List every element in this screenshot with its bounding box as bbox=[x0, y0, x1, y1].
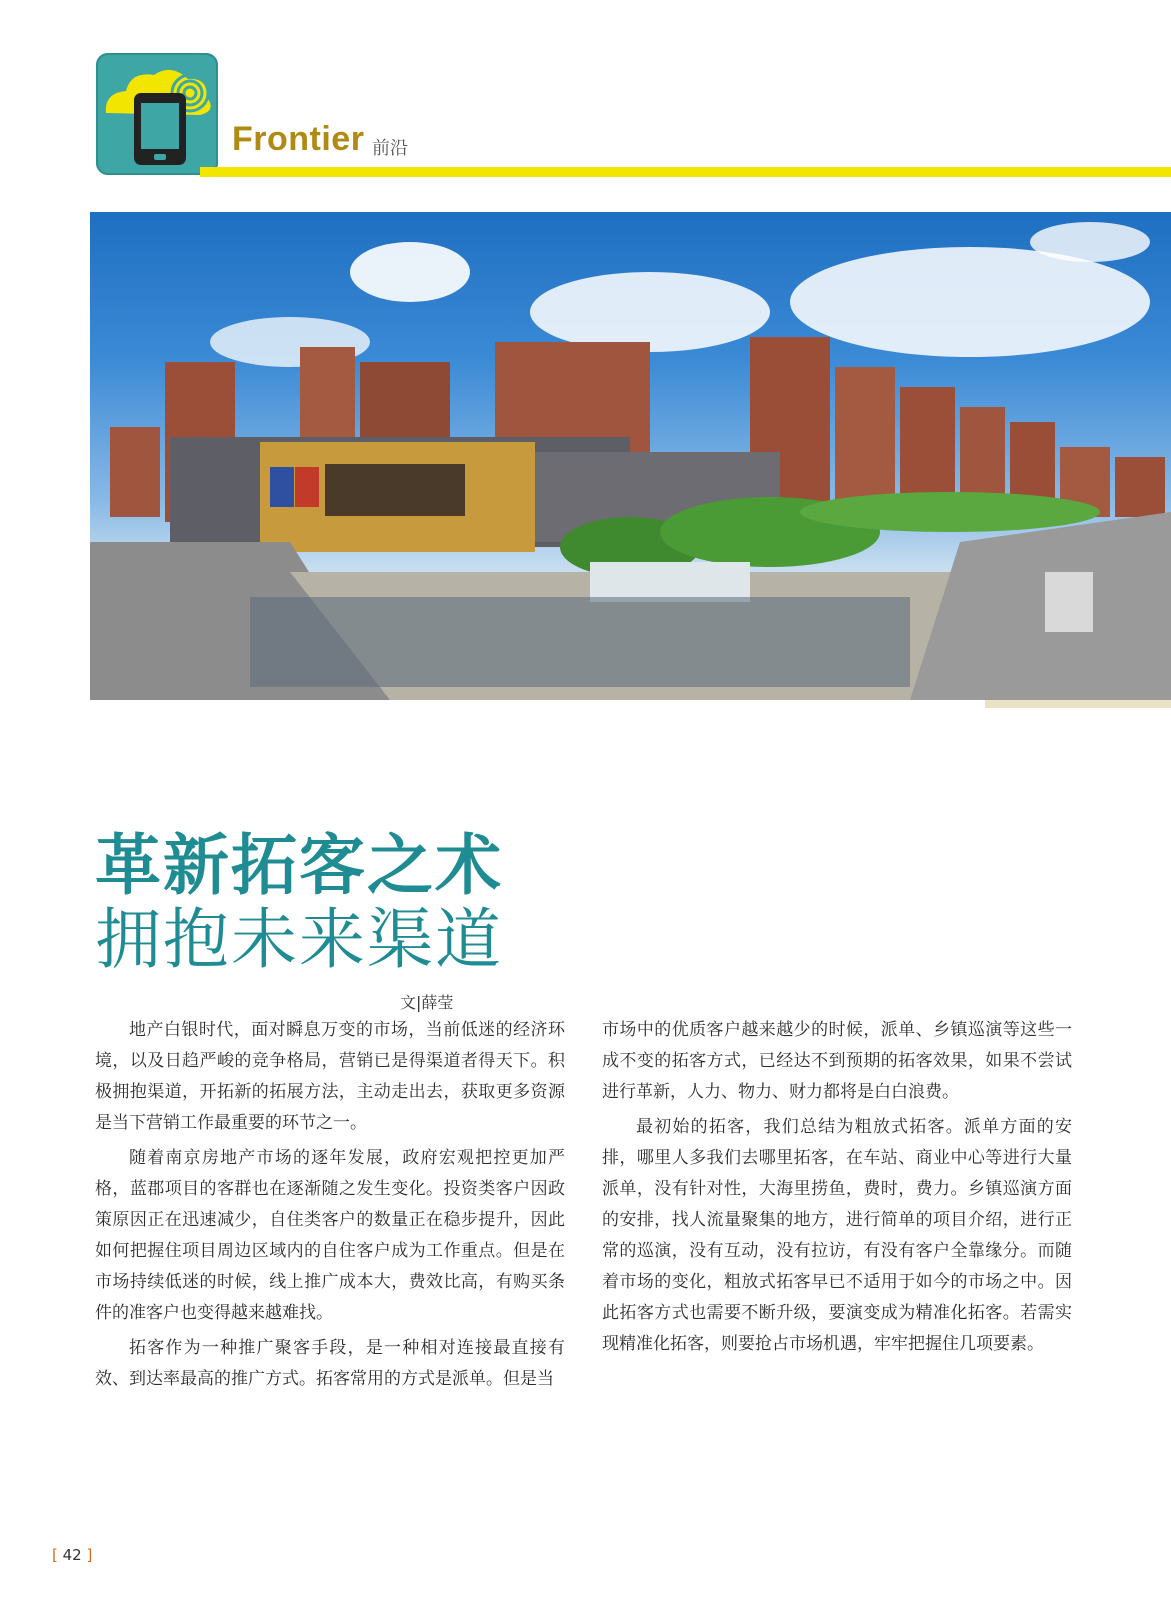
section-title: Frontier bbox=[232, 120, 365, 158]
paragraph: 地产白银时代，面对瞬息万变的市场，当前低迷的经济环境，以及日趋严峻的竞争格局，营销已是得渠道者得天下。积极拥抱渠道，开拓新的拓展方法，主动走出去，获取更多资源是当下营销工作最重要的环节之一。 bbox=[95, 1020, 565, 1133]
page-bracket-right: ] bbox=[86, 1546, 93, 1564]
page-number bbox=[52, 1546, 92, 1564]
article-title-line1: 革新拓客之术 bbox=[95, 827, 503, 904]
paragraph: 拓客作为一种推广聚客手段，是一种相对连接最直接有效、到达率最高的推广方式。拓客常用的方式是派单。但是当 bbox=[95, 1338, 565, 1389]
page-number-value: 42 bbox=[62, 1546, 82, 1564]
right-column bbox=[602, 1015, 1072, 1364]
page-bracket-left: [ bbox=[52, 1546, 58, 1564]
photo-accent-strip bbox=[985, 700, 1171, 708]
left-column bbox=[95, 1015, 565, 1399]
paragraph: 最初始的拓客，我们总结为粗放式拓客。派单方面的安排，哪里人多我们去哪里拓客，在车站、商业中心等进行大量派单，没有针对性，大海里捞鱼，费时，费力。乡镇巡演方面的安排，找人流量聚集的地方，进行简单的项目介绍，进行正常的巡演，没有互动，没有拉访，有没有客户全靠缘分。而随着市场的变化，粗放式拓客早已不适用于如今的市场之中。因此拓客方式也需要不断升级，要演变成为精准化拓客。若需实现精准化拓客，则要抢占市场机遇，牢牢把握住几项要素。 bbox=[602, 1117, 1072, 1354]
section-subtitle: 前沿 bbox=[372, 138, 408, 159]
header-divider bbox=[200, 167, 1171, 177]
byline: 文|薛莹 bbox=[400, 993, 454, 1012]
phone-cloud-signal-icon bbox=[96, 53, 218, 175]
paragraph: 随着南京房地产市场的逐年发展，政府宏观把控更加严格，蓝郡项目的客群也在逐渐随之发生变化。投资类客户因政策原因正在迅速减少，自住类客户的数量正在稳步提升，因此如何把握住项目周边区域内的自住客户成为工作重点。但是在市场持续低迷的时候，线上推广成本大，费效比高，有购买条件的准客户也变得越来越难找。 bbox=[95, 1148, 565, 1323]
article-title-line2: 拥抱未来渠道 bbox=[95, 901, 503, 978]
paragraph: 市场中的优质客户越来越少的时候，派单、乡镇巡演等这些一成不变的拓客方式，已经达不到预期的拓客效果，如果不尝试进行革新，人力、物力、财力都将是白白浪费。 bbox=[602, 1020, 1072, 1102]
city-building-photo bbox=[90, 212, 1171, 700]
